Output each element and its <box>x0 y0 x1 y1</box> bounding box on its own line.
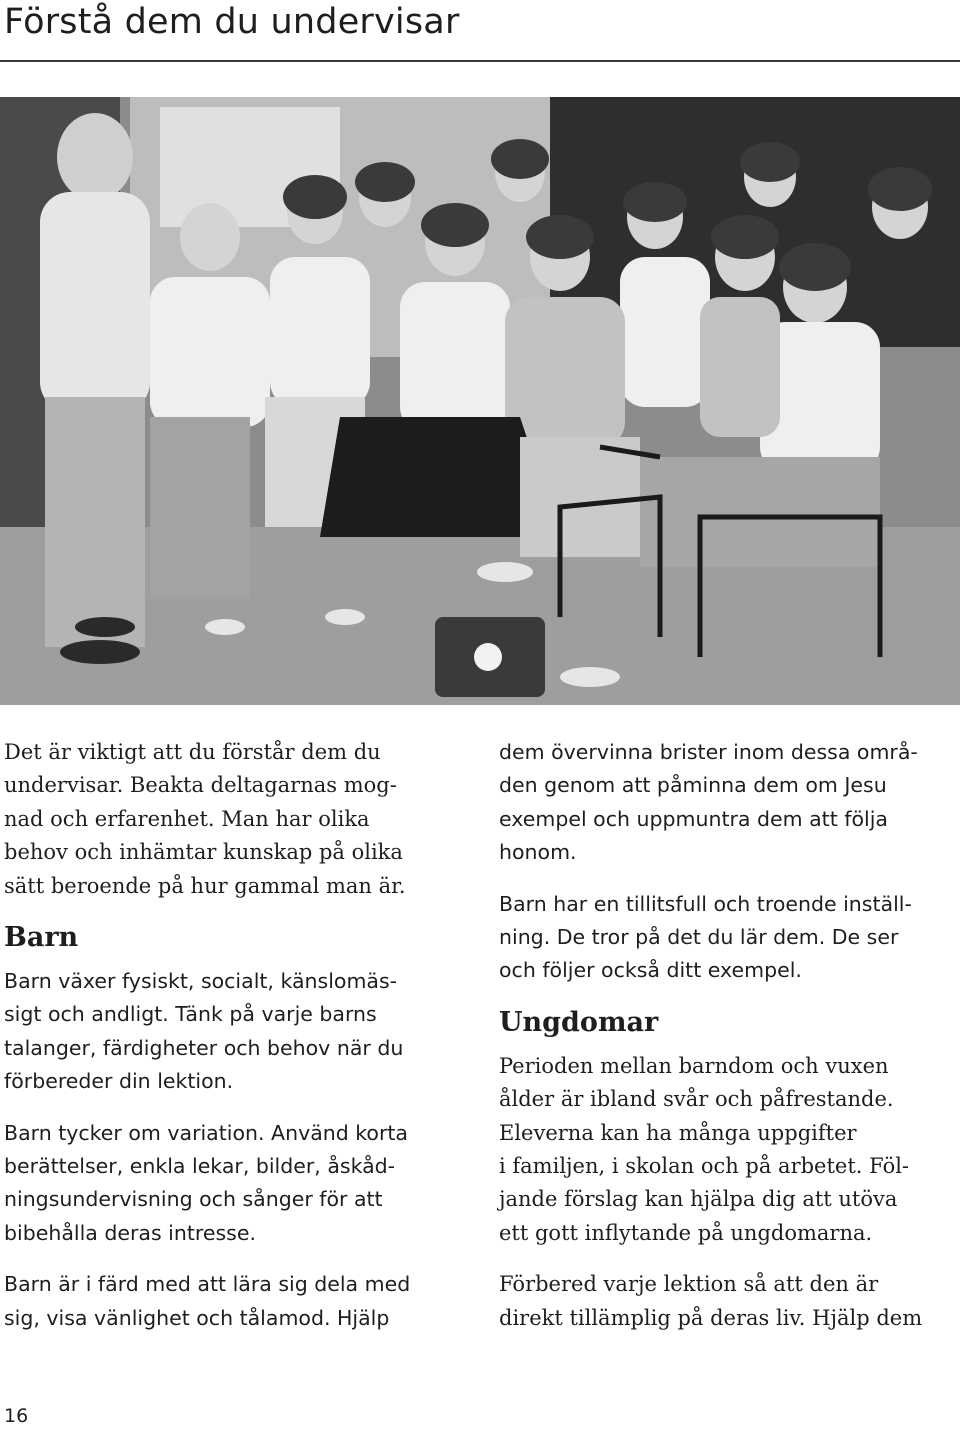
photo-illustration <box>0 97 960 705</box>
title-divider <box>0 60 960 62</box>
intro-paragraph: Det är viktigt att du förstår dem du undervisar. Beakta deltagarnas mog- nad och erfarenhet. Man har olika behov och inhämtar kunskap på olika sätt beroende på hur gammal man är. <box>4 740 406 898</box>
right-column <box>499 736 944 1353</box>
barn-paragraph-4: Barn har en tillitsfull och troende inställ- ning. De tror på det du lär dem. De ser och följer också ditt exempel. <box>499 891 912 983</box>
heading-ungdomar: Ungdomar <box>499 1006 659 1038</box>
page-title: Förstå dem du undervisar <box>4 2 460 42</box>
classroom-photo <box>0 97 960 705</box>
heading-barn: Barn <box>4 922 79 954</box>
barn-paragraph-1: Barn växer fysiskt, socialt, känslomäs- sigt och andligt. Tänk på varje barns talanger, färdigheter och behov när du förbereder din lektion. <box>4 969 404 1094</box>
barn-paragraph-continued: dem övervinna brister inom dessa områ- den genom att påminna dem om Jesu exempel och uppmuntra dem att följa honom. <box>499 740 918 865</box>
left-column <box>4 736 449 1353</box>
barn-paragraph-2: Barn tycker om variation. Använd korta berättelser, enkla lekar, bilder, åskåd- ningsundervisning och sånger för att bibehålla deras intresse. <box>4 1120 408 1245</box>
ungdomar-paragraph-2: Förbered varje lektion så att den är direkt tillämplig på deras liv. Hjälp dem <box>499 1272 923 1330</box>
page-number: 16 <box>4 1405 29 1427</box>
barn-paragraph-3: Barn är i färd med att lära sig dela med sig, visa vänlighet och tålamod. Hjälp <box>4 1272 411 1330</box>
ungdomar-paragraph-1: Perioden mellan barndom och vuxen ålder är ibland svår och påfrestande. Eleverna kan ha många uppgifter i familjen, i skolan och på arbetet. Föl- jande förslag kan hjälpa dig att utöva ett gott inflytande på ungdomarna. <box>499 1053 910 1245</box>
